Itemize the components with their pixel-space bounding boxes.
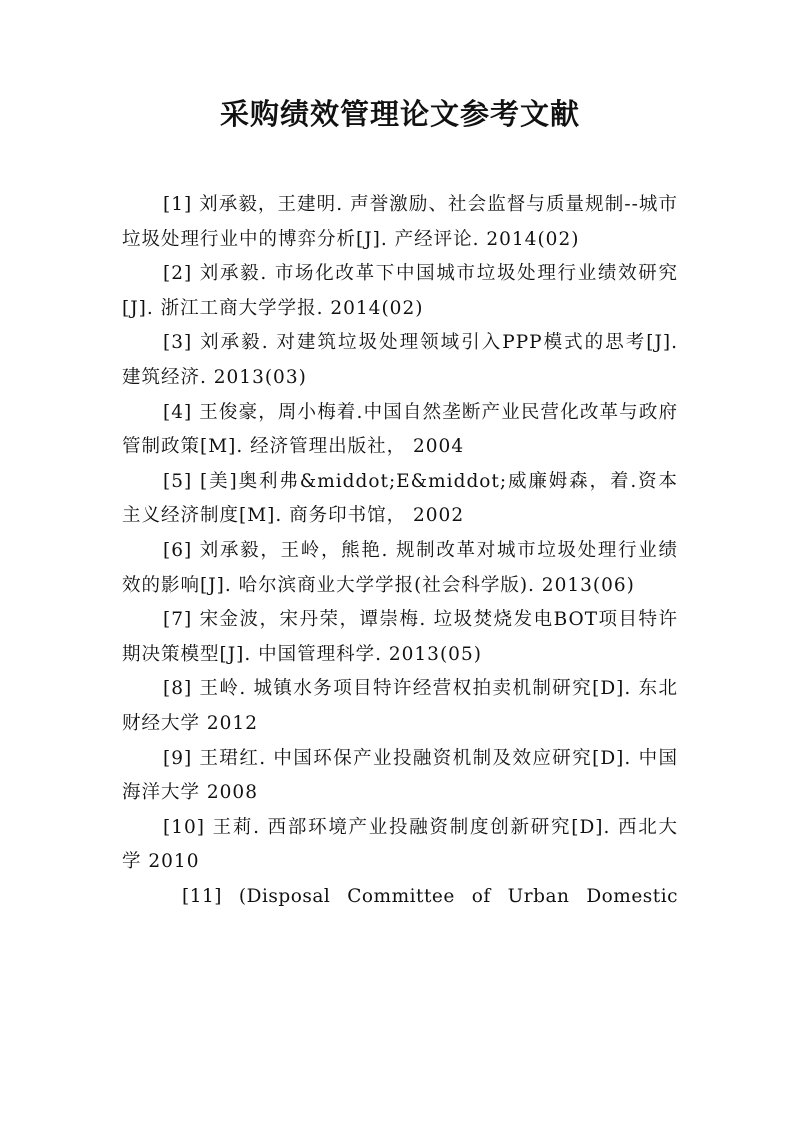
reference-item: [10] 王莉. 西部环境产业投融资制度创新研究[D]. 西北大学 2010: [122, 816, 678, 873]
reference-item: [3] 刘承毅. 对建筑垃圾处理领域引入PPP模式的思考[J]. 建筑经济. 2013(03): [122, 332, 678, 388]
reference-list: [122, 188, 678, 914]
reference-item: [4] 王俊豪，周小梅着.中国自然垄断产业民营化改革与政府管制政策[M]. 经济管理出版社， 2004: [122, 401, 678, 458]
reference-item: [7] 宋金波，宋丹荣，谭崇梅. 垃圾焚烧发电BOT项目特许期决策模型[J]. 中国管理科学. 2013(05): [122, 609, 678, 665]
reference-item: [5] [美]奥利弗&middot;E&middot;威廉姆森，着.资本主义经济制度[M]. 商务印书馆， 2002: [122, 470, 678, 527]
document-title: 采购绩效管理论文参考文献: [219, 97, 580, 131]
reference-item: [8] 王岭. 城镇水务项目特许经营权拍卖机制研究[D]. 东北财经大学 2012: [122, 678, 678, 734]
reference-item: [2] 刘承毅. 市场化改革下中国城市垃圾处理行业绩效研究[J]. 浙江工商大学学报. 2014(02): [122, 263, 678, 319]
reference-item: [6] 刘承毅，王岭，熊艳. 规制改革对城市垃圾处理行业绩效的影响[J]. 哈尔滨商业大学学报(社会科学版). 2013(06): [122, 539, 678, 596]
reference-item: [9] 王珺红. 中国环保产业投融资机制及效应研究[D]. 中国海洋大学 2008: [122, 747, 678, 804]
reference-item: [11] (Disposal Committee of Urban Domestic: [182, 885, 678, 907]
reference-item: [1] 刘承毅，王建明. 声誉激励、社会监督与质量规制--城市垃圾处理行业中的博弈分析[J]. 产经评论. 2014(02): [122, 194, 678, 250]
